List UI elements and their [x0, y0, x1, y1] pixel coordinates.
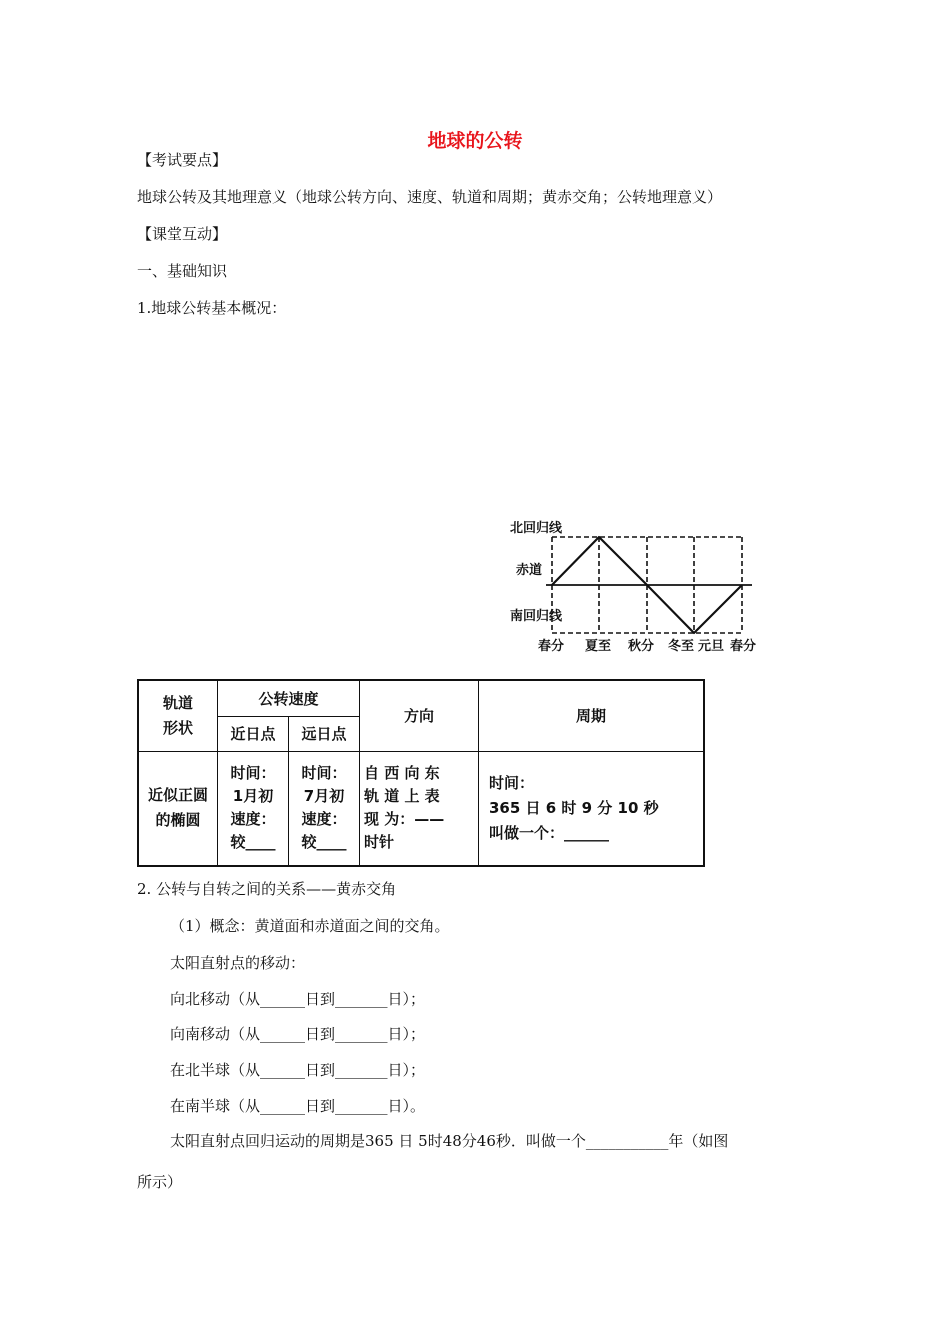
tick-spring-equinox-2: 春分 — [730, 639, 757, 654]
header-period: 周期 — [479, 680, 705, 751]
sun-movement-heading: 太阳直射点的移动： — [170, 954, 306, 972]
cell-aphelion: 时间： 7月初 速度： 较____ — [289, 751, 360, 866]
classroom-heading: 【课堂互动】 — [137, 225, 228, 243]
header-perihelion: 近日点 — [218, 716, 289, 751]
period-text-continued: 所示） — [137, 1173, 183, 1191]
equator-label: 赤道 — [516, 563, 543, 578]
north-movement-line: 向北移动（从______日到_______日）； — [170, 990, 426, 1008]
tick-spring-equinox: 春分 — [538, 639, 565, 654]
concept-text: （1）概念：黄道面和赤道面之间的交角。 — [170, 917, 450, 935]
section-basic-knowledge: 一、基础知识 — [137, 262, 228, 280]
cell-perihelion: 时间： 1月初 速度： 较____ — [218, 751, 289, 866]
in-south-hemisphere-line: 在南半球（从______日到_______日）。 — [170, 1097, 426, 1115]
header-speed: 公转速度 — [218, 680, 360, 716]
tick-autumn-equinox: 秋分 — [628, 639, 655, 654]
north-tropic-label: 北回归线 — [510, 521, 563, 536]
period-text: 太阳直射点回归运动的周期是365 日 5时48分46秒．叫做一个___________年（如图 — [170, 1132, 729, 1150]
header-aphelion: 远日点 — [289, 716, 360, 751]
sun-direct-point-diagram — [508, 518, 770, 658]
south-movement-line: 向南移动（从______日到_______日）； — [170, 1025, 426, 1043]
exam-points-text: 地球公转及其地理意义（地球公转方向、速度、轨道和周期；黄赤交角；公转地理意义） — [137, 188, 723, 206]
tick-winter-solstice: 冬至 — [668, 639, 695, 654]
cell-direction: 自 西 向 东 轨 道 上 表 现 为：—— 时针 — [360, 751, 479, 866]
item-1-heading: 1.地球公转基本概况： — [137, 299, 287, 317]
item-2-heading: 2. 公转与自转之间的关系——黄赤交角 — [137, 880, 397, 898]
header-orbit-shape: 轨道 形状 — [138, 680, 218, 751]
tick-summer-solstice: 夏至 — [585, 639, 612, 654]
exam-points-heading: 【考试要点】 — [137, 151, 228, 169]
in-north-hemisphere-line: 在北半球（从______日到_______日）； — [170, 1061, 426, 1079]
revolution-overview-table — [137, 679, 705, 867]
tick-new-year: 元旦 — [698, 639, 725, 654]
cell-period: 时间： 365 日 6 时 9 分 10 秒 叫做一个：______ — [479, 751, 705, 866]
header-direction: 方向 — [360, 680, 479, 751]
south-tropic-label: 南回归线 — [510, 609, 563, 624]
page-title: 地球的公转 — [427, 130, 523, 152]
cell-orbit-shape: 近似正圆 的椭圆 — [138, 751, 218, 866]
